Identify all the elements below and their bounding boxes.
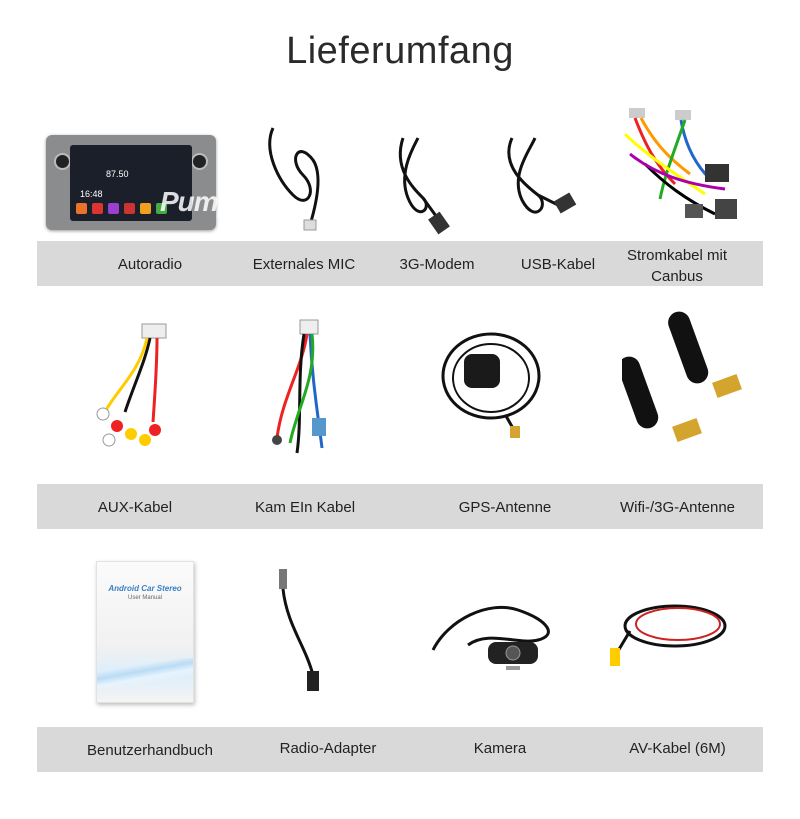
brand-watermark: Pumpkin	[160, 186, 272, 217]
item-label-radio-adapter: Radio-Adapter	[279, 740, 377, 757]
gps-antenna-icon	[436, 326, 546, 441]
item-label-av-cable: AV-Kabel (6M)	[629, 740, 726, 757]
item-label-wifi-3g-antenna: Wifi-/3G-Antenne	[619, 499, 736, 516]
radio-frequency: 87.50	[106, 169, 129, 179]
item-label-camera: Kamera	[473, 740, 527, 757]
item-label-3g-modem: 3G-Modem	[399, 256, 475, 273]
user-manual-image	[96, 561, 194, 703]
item-label-user-manual: Benutzerhandbuch	[87, 742, 213, 759]
item-label-aux-cable: AUX-Kabel	[97, 499, 173, 516]
item-label-camera-in-cable: Kam EIn Kabel	[254, 499, 356, 516]
usb-cable-icon	[500, 130, 585, 235]
manual-cover-title: Android Car Stereo	[108, 584, 182, 593]
radio-adapter-icon	[275, 565, 330, 695]
microphone-cable-icon	[258, 120, 338, 235]
antenna-pair-icon	[622, 310, 752, 450]
page-title: Lieferumfang	[286, 30, 514, 72]
usb-modem-cable-icon	[388, 128, 458, 238]
rca-aux-harness-icon	[85, 322, 180, 457]
item-label-usb-cable: USB-Kabel	[520, 256, 596, 273]
radio-time: 16:48	[80, 189, 103, 199]
manual-cover-subtitle: User Manual	[127, 595, 162, 601]
rear-camera-icon	[428, 590, 563, 680]
power-harness-icon	[615, 104, 745, 234]
item-label-power-cable: Stromkabel mit Canbus	[626, 247, 728, 285]
item-label-gps-antenna: GPS-Antenne	[458, 499, 552, 516]
item-label-external-mic: Externales MIC	[252, 256, 356, 273]
item-label-autoradio: Autoradio	[117, 256, 183, 273]
camera-input-harness-icon	[262, 318, 342, 463]
av-cable-icon	[600, 596, 735, 676]
